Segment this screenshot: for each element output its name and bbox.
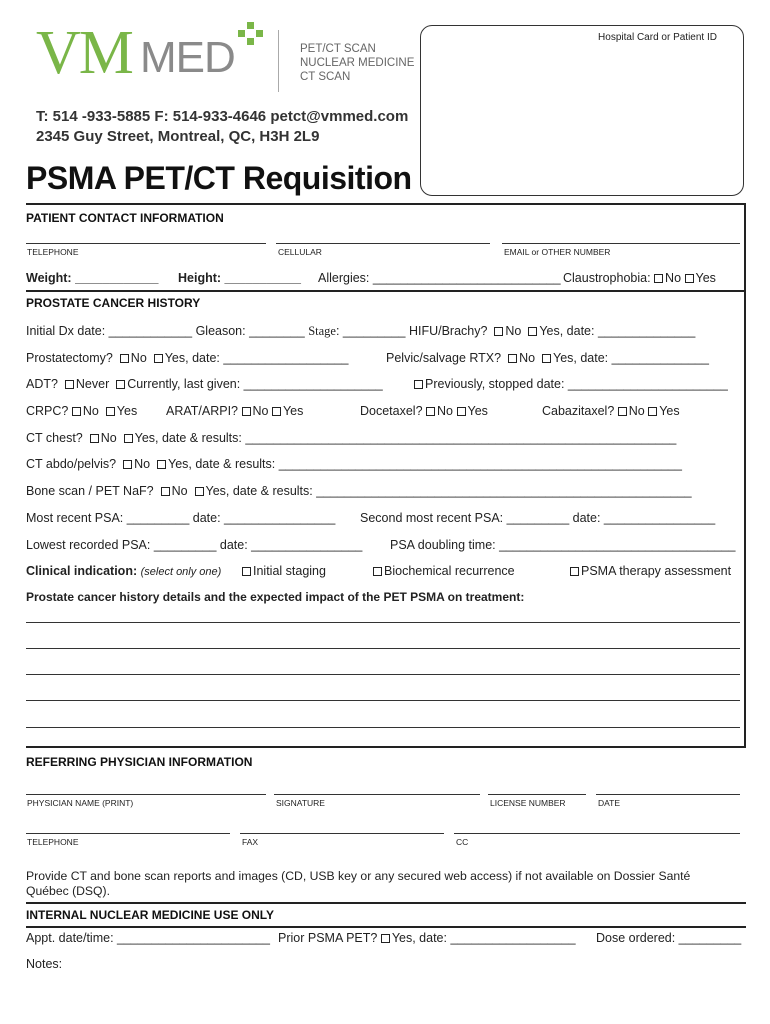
checkbox[interactable]: [381, 934, 390, 943]
checkbox[interactable]: [116, 380, 125, 389]
option-yes: Yes: [695, 271, 716, 285]
option-no: No: [134, 457, 151, 471]
checkbox[interactable]: [542, 354, 551, 363]
fax-line[interactable]: [240, 833, 444, 834]
ct-chest-label: CT chest?: [26, 431, 83, 445]
page-title: PSMA PET/CT Requisition: [26, 160, 412, 196]
section-rule: [26, 926, 746, 928]
adt-label: ADT?: [26, 377, 58, 391]
height-field[interactable]: Height: ___________: [178, 271, 301, 285]
option-yes-date[interactable]: Yes, date: __________________: [391, 931, 576, 945]
checkbox[interactable]: [72, 407, 81, 416]
indication-option: [570, 564, 731, 578]
cc-label: CC: [456, 837, 469, 847]
history-row-1: [26, 324, 695, 339]
logo-vm: VM: [36, 19, 132, 87]
signature-label: SIGNATURE: [276, 798, 325, 808]
cellular-label: CELLULAR: [278, 247, 322, 257]
notes-label: Notes:: [26, 957, 63, 971]
cabazitaxel-label: Cabazitaxel?: [542, 404, 615, 418]
history-row-2: [26, 351, 348, 365]
option-yes-results[interactable]: Yes, date & results: ______________________________________________________________: [134, 431, 677, 445]
email-line[interactable]: [502, 243, 740, 244]
email-label: EMAIL or OTHER NUMBER: [504, 247, 611, 257]
checkbox[interactable]: [654, 274, 663, 283]
cellular-line[interactable]: [276, 243, 490, 244]
checkbox[interactable]: [195, 487, 204, 496]
dx-gleason-field[interactable]: Initial Dx date: ____________ Gleason: ________: [26, 324, 305, 338]
checkbox[interactable]: [154, 354, 163, 363]
checkbox[interactable]: [242, 407, 251, 416]
option-initial-staging: Initial staging: [253, 564, 326, 578]
option-previously[interactable]: Previously, stopped date: _______________________: [425, 377, 728, 391]
internal-heading: INTERNAL NUCLEAR MEDICINE USE ONLY: [26, 908, 275, 922]
option-no: No: [437, 404, 454, 418]
details-line[interactable]: [26, 648, 740, 649]
checkbox[interactable]: [494, 327, 503, 336]
clinical-indication-label: Clinical indication:: [26, 564, 138, 578]
checkbox[interactable]: [272, 407, 281, 416]
checkbox[interactable]: [618, 407, 627, 416]
option-yes-results[interactable]: Yes, date & results: __________________________________________________________: [168, 457, 682, 471]
history-row-4c: [360, 404, 488, 418]
details-line[interactable]: [26, 622, 740, 623]
fax-label: FAX: [242, 837, 259, 847]
option-currently[interactable]: Currently, last given: ____________________: [127, 377, 383, 391]
services-list: [300, 42, 414, 84]
section-rule: [26, 902, 746, 904]
checkbox[interactable]: [157, 460, 166, 469]
ct-abdo-label: CT abdo/pelvis?: [26, 457, 117, 471]
clinical-indication-row: [26, 564, 221, 578]
checkbox[interactable]: [123, 460, 132, 469]
details-line[interactable]: [26, 700, 740, 701]
prior-psma-row: [278, 931, 576, 945]
prostatectomy-label: Prostatectomy?: [26, 351, 113, 365]
signature-line[interactable]: [274, 794, 480, 795]
allergies-field[interactable]: Allergies: ___________________________: [318, 271, 561, 285]
claustrophobia-label: Claustrophobia:: [563, 271, 651, 285]
contact-phone: T: 514 -933-5885 F: 514-933-4646 petct@vmmed.com: [36, 108, 409, 125]
section-rule: [26, 290, 746, 292]
checkbox[interactable]: [124, 434, 133, 443]
history-row-2b: [386, 351, 709, 365]
bone-scan-label: Bone scan / PET NaF?: [26, 484, 154, 498]
checkbox[interactable]: [161, 487, 170, 496]
option-yes-date[interactable]: Yes, date: __________________: [164, 351, 349, 365]
prior-psma-label: Prior PSMA PET?: [278, 931, 378, 945]
phys-telephone-line[interactable]: [26, 833, 230, 834]
checkbox[interactable]: [373, 567, 382, 576]
indication-option: [242, 564, 326, 578]
date-line[interactable]: [596, 794, 740, 795]
option-no: No: [82, 404, 99, 418]
option-never: Never: [75, 377, 110, 391]
option-no: No: [665, 271, 682, 285]
logo-plus-icon: [238, 22, 264, 46]
checkbox[interactable]: [457, 407, 466, 416]
dose-field[interactable]: Dose ordered: _________: [596, 931, 742, 945]
psa-doubling-field[interactable]: PSA doubling time: __________________________________: [390, 538, 736, 552]
checkbox[interactable]: [120, 354, 129, 363]
section-rule: [26, 746, 746, 748]
service-item: NUCLEAR MEDICINE: [300, 57, 415, 69]
appt-field[interactable]: Appt. date/time: ______________________: [26, 931, 270, 945]
rtx-label: Pelvic/salvage RTX?: [386, 351, 502, 365]
option-no: No: [171, 484, 188, 498]
section-rule: [26, 203, 746, 205]
checkbox[interactable]: [242, 567, 251, 576]
option-yes: Yes: [116, 404, 138, 418]
checkbox[interactable]: [90, 434, 99, 443]
checkbox[interactable]: [65, 380, 74, 389]
option-yes: Yes: [282, 404, 304, 418]
option-psma-therapy: PSMA therapy assessment: [581, 564, 732, 578]
option-no: No: [100, 431, 117, 445]
option-yes-results[interactable]: Yes, date & results: ______________________________________________________: [205, 484, 692, 498]
physician-name-label: PHYSICIAN NAME (PRINT): [27, 798, 134, 808]
option-no: No: [252, 404, 269, 418]
stage-label: Stage: [308, 324, 336, 338]
option-no: No: [519, 351, 536, 365]
hifu-label[interactable]: : _________ HIFU/Brachy?: [335, 324, 488, 338]
cc-line[interactable]: [454, 833, 740, 834]
physician-heading: REFERRING PHYSICIAN INFORMATION: [26, 755, 253, 769]
history-row-4: [26, 404, 137, 418]
details-heading: Prostate cancer history details and the expected impact of the PET PSMA on treatment:: [26, 590, 525, 604]
history-row-3: [26, 377, 383, 391]
docetaxel-label: Docetaxel?: [360, 404, 423, 418]
checkbox[interactable]: [528, 327, 537, 336]
history-row-7: [26, 484, 692, 498]
option-no: No: [628, 404, 645, 418]
physician-name-line[interactable]: [26, 794, 266, 795]
psa-recent-field[interactable]: Most recent PSA: _________ date: ________________: [26, 511, 336, 525]
checkbox[interactable]: [426, 407, 435, 416]
phys-telephone-label: TELEPHONE: [27, 837, 79, 847]
details-line[interactable]: [26, 674, 740, 675]
weight-field[interactable]: Weight: ____________: [26, 271, 159, 285]
logo-divider: [278, 30, 279, 92]
option-yes: Yes: [659, 404, 680, 418]
frame-right-rule: [744, 203, 746, 748]
license-label: LICENSE NUMBER: [490, 798, 566, 808]
service-item: CT SCAN: [300, 71, 351, 83]
option-yes-date[interactable]: Yes, date: ______________: [539, 324, 696, 338]
contact-address: 2345 Guy Street, Montreal, QC, H3H 2L9: [36, 128, 320, 145]
claustrophobia-field: [563, 271, 716, 285]
arat-label: ARAT/ARPI?: [166, 404, 239, 418]
checkbox[interactable]: [570, 567, 579, 576]
details-line[interactable]: [26, 727, 740, 728]
patient-id-label: Hospital Card or Patient ID: [598, 32, 717, 43]
psa-lowest-field[interactable]: Lowest recorded PSA: _________ date: ________________: [26, 538, 363, 552]
history-row-6: [26, 457, 682, 471]
service-item: PET/CT SCAN: [300, 43, 376, 55]
telephone-line[interactable]: [26, 243, 266, 244]
license-line[interactable]: [488, 794, 586, 795]
checkbox[interactable]: [648, 407, 657, 416]
checkbox[interactable]: [685, 274, 694, 283]
history-row-5: [26, 431, 676, 445]
option-no: No: [130, 351, 147, 365]
provide-note-2: Québec (DSQ).: [26, 884, 110, 898]
history-row-4b: [166, 404, 303, 418]
patient-id-box[interactable]: [420, 25, 744, 196]
provide-note-1: Provide CT and bone scan reports and images (CD, USB key or any secured web access) if not available on Dossier Santé: [26, 869, 691, 883]
option-yes: Yes: [467, 404, 488, 418]
option-yes-date[interactable]: Yes, date: ______________: [553, 351, 709, 365]
patient-heading: PATIENT CONTACT INFORMATION: [26, 211, 224, 225]
date-label: DATE: [598, 798, 621, 808]
psa-second-field[interactable]: Second most recent PSA: _________ date: ________________: [360, 511, 716, 525]
crpc-label: CRPC?: [26, 404, 69, 418]
option-no: No: [505, 324, 522, 338]
history-row-4d: [542, 404, 680, 418]
checkbox[interactable]: [508, 354, 517, 363]
history-row-3b: [414, 377, 728, 391]
logo-med: MED: [140, 33, 235, 82]
checkbox[interactable]: [106, 407, 115, 416]
indication-option: [373, 564, 515, 578]
option-biochemical: Biochemical recurrence: [384, 564, 515, 578]
select-note: (select only one): [140, 566, 222, 578]
history-heading: PROSTATE CANCER HISTORY: [26, 296, 201, 310]
checkbox[interactable]: [414, 380, 423, 389]
telephone-label: TELEPHONE: [27, 247, 79, 257]
